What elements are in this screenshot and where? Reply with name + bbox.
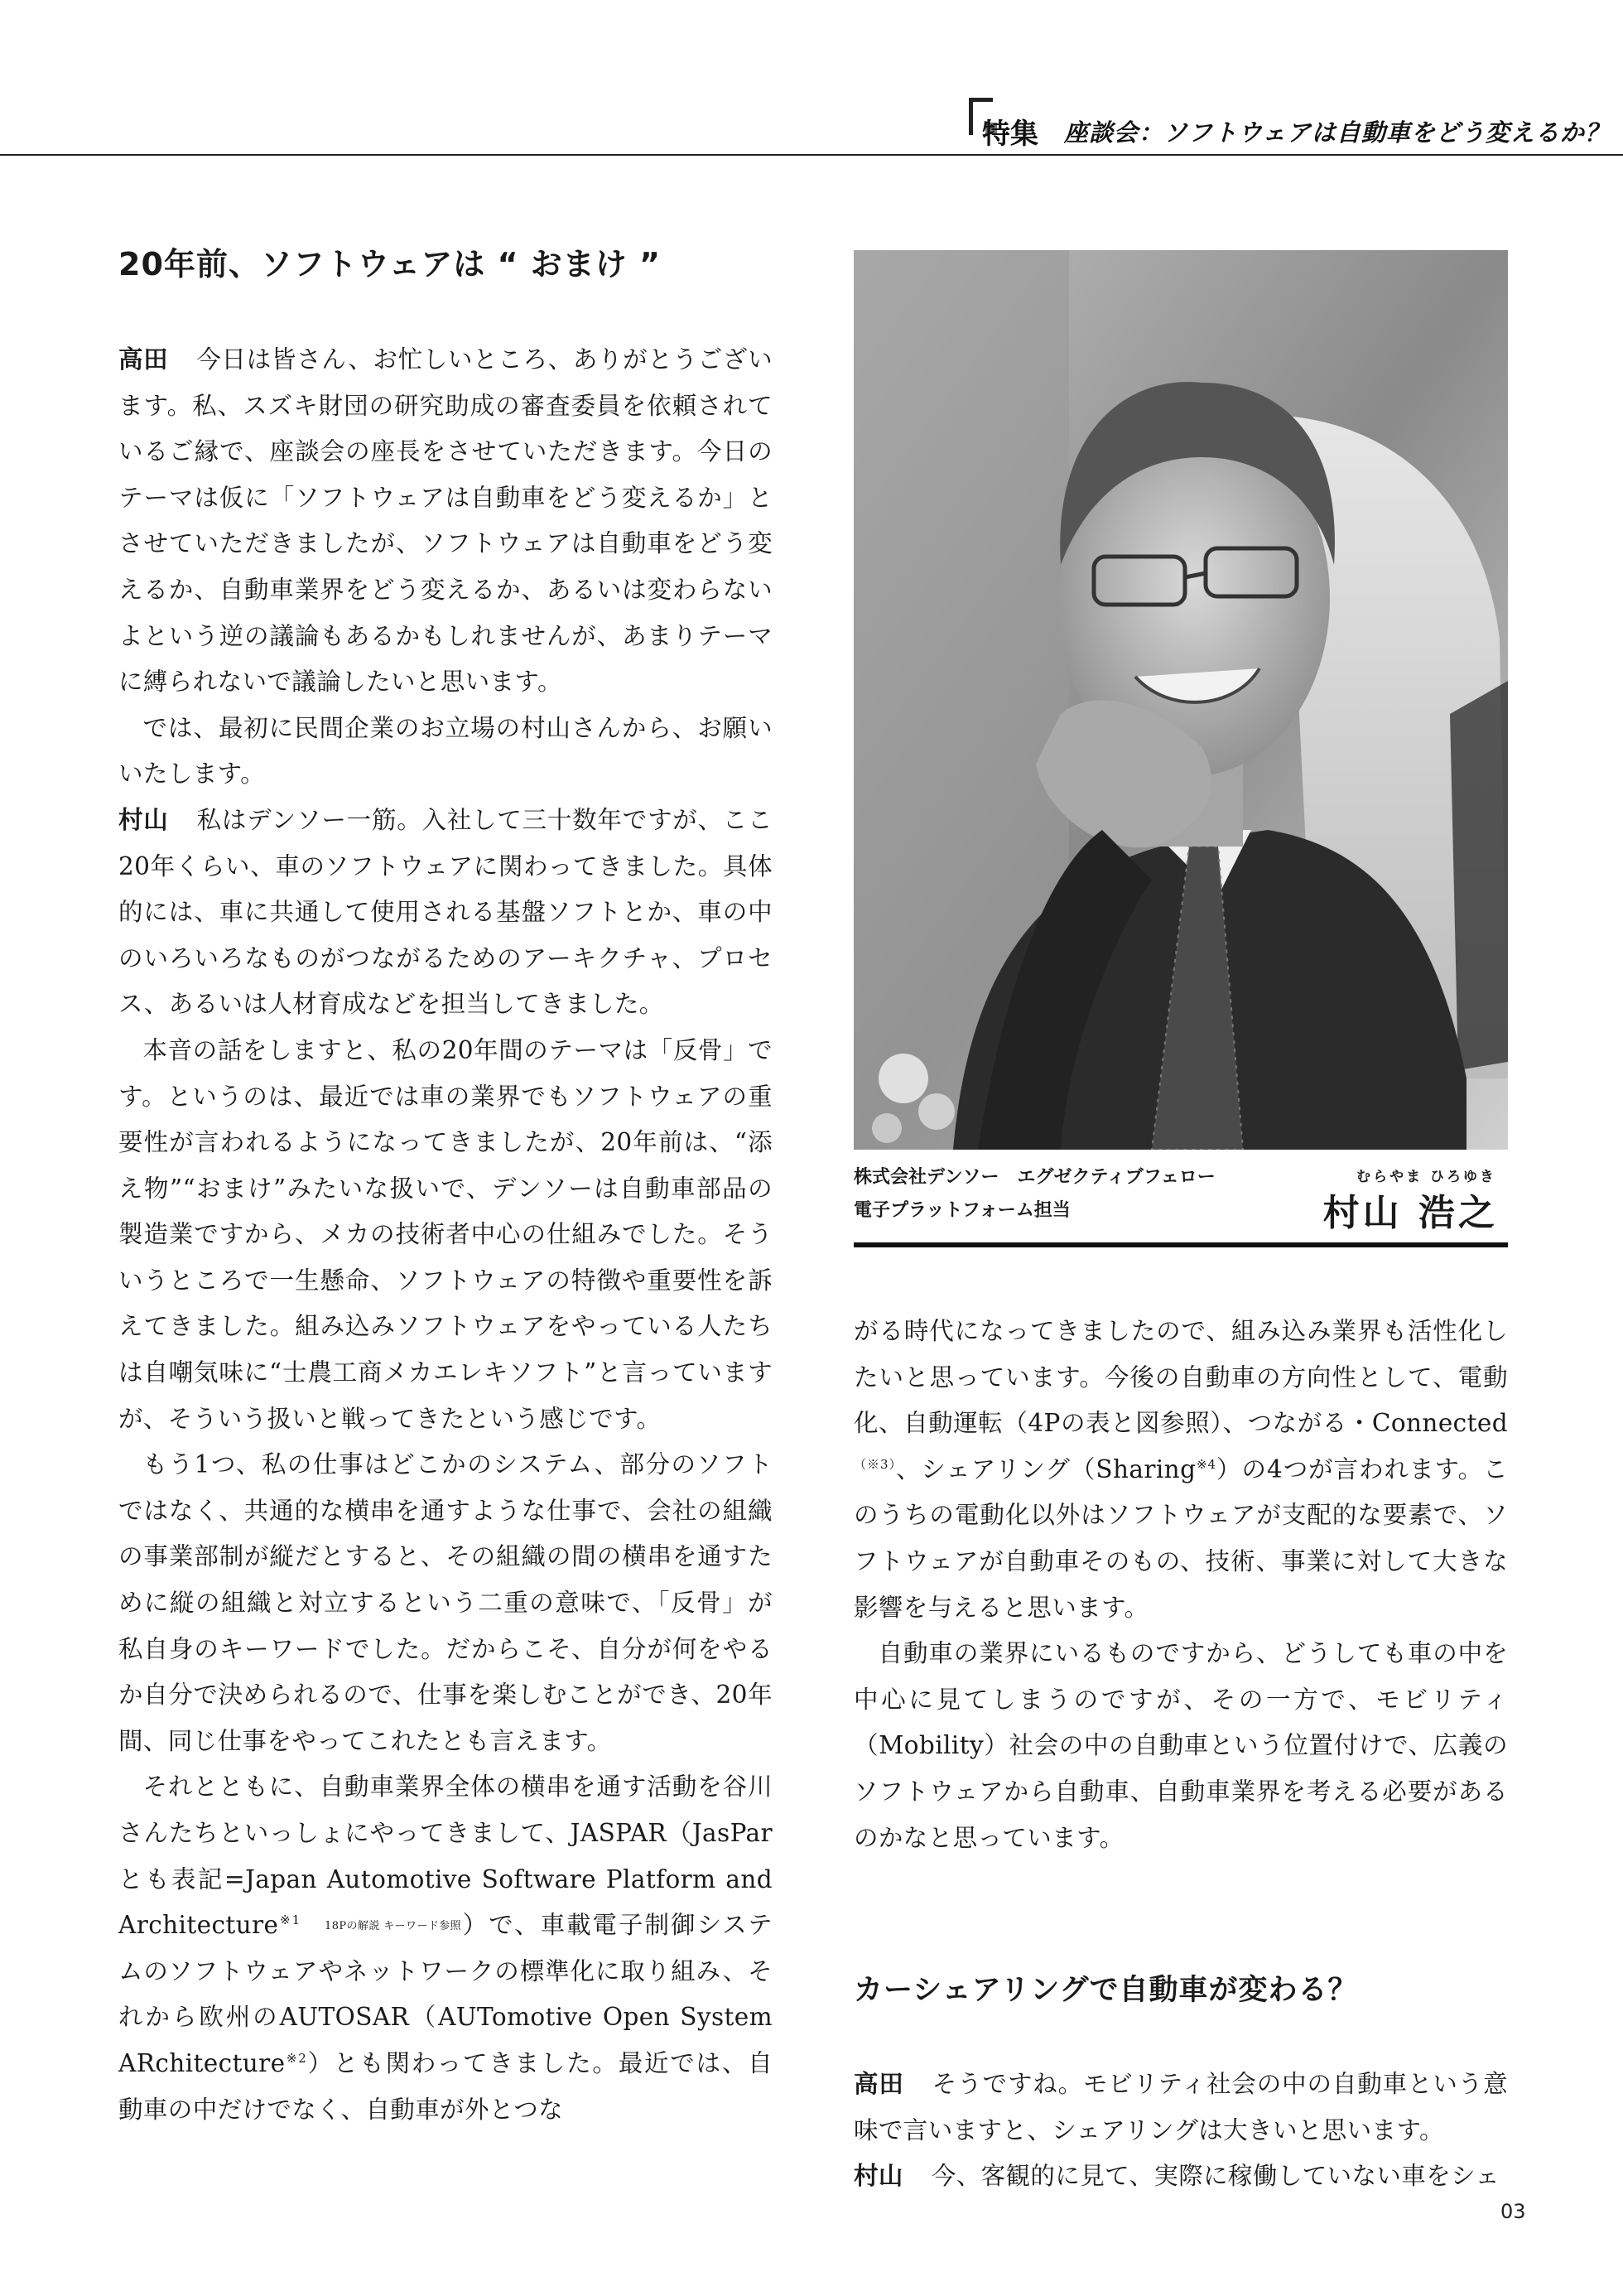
paragraph [854, 2062, 1508, 2154]
paragraph [118, 798, 773, 1028]
paragraph [854, 1309, 1508, 1631]
paragraph-text: ）で、車載電子制御システムのソフトウェアやネットワークの標準化に取り組み、それから欧州のAUTOSAR（AUTomotive Open System ARchitecture [118, 1911, 773, 2077]
section-heading: カーシェアリングで自動車が変わる？ [854, 1974, 1358, 2008]
right-column [854, 1309, 1508, 2200]
photo-caption [854, 1158, 1508, 1247]
speaker-label: 村山 [118, 805, 169, 834]
paragraph-text: がる時代になってきましたので、組み込み業界も活性化したいと思っています。今後の自動車の方向性として、電動化、自動運転（4Pの表と図参照）、つながる・Connected [854, 1317, 1508, 1438]
paragraph-text: 私はデンソー一筋。入社して三十数年ですが、ここ20年くらい、車のソフトウェアに関わってきました。具体的には、車に共通して使用される基盤ソフトとか、車の中のいろいろなものがつながるためのアーキクチャ、プロセス、あるいは人材育成などを担当してきました。 [118, 805, 773, 1019]
caption-company: 株式会社デンソー エグゼクティブフェロー [854, 1167, 1216, 1188]
paragraph: 本音の話をしますと、私の20年間のテーマは「反骨」です。というのは、最近では車の業界でもソフトウェアの重要性が言われるようになってきましたが、20年前は、“添え物”“おまけ”みたいな扱いで、デンソーは自動車部品の製造業ですから、メカの技術者中心の仕組みでした。そういうところで一生懸命、ソフトウェアの特徴や重要性を訴えてきました。組み込みソフトウェアをやっている人たちは自嘲気味に“士農工商メカエレキソフト”と言っていますが、そういう扱いと戦ってきたという感じです。 [118, 1035, 773, 1433]
section-heading: 20年前、ソフトウェアは “ おまけ ” [118, 246, 661, 282]
footnote-ref: ※2 [285, 2051, 307, 2067]
footnote-ref: ※1 [278, 1913, 301, 1928]
paragraph-text: 、シェアリング（Sharing [895, 1454, 1197, 1483]
speaker-label: 村山 [854, 2162, 903, 2191]
paragraph-text: 今日は皆さん、お忙しいところ、ありがとうございます。私、スズキ財団の研究助成の審査委員を依頼されているご縁で、座談会の座長をさせていただきます。今日のテーマは仮に「ソフトウェアは自動車をどう変えるか」とさせていただきましたが、ソフトウェアは自動車をどう変えるか、自動車業界をどう変えるか、あるいは変わらないよという逆の議論もあるかもしれませんが、あまりテーマに縛られないで議論したいと思います。 [118, 345, 773, 697]
paragraph-text: 今、客観的に見て、実際に稼働していない車をシェ [931, 2162, 1500, 2191]
paragraph [854, 2154, 1508, 2200]
portrait-photo [854, 250, 1508, 1150]
footnote-ref: （※3） [854, 1456, 896, 1472]
speaker-label: 高田 [118, 345, 169, 374]
paragraph-text: それとともに、自動車業界全体の横串を通す活動を谷川さんたちといっしょにやってきまして、JASPAR（JasParとも表記=Japan Automotive Software Platform and Architecture [118, 1773, 773, 1940]
header-tag: 特集 [982, 118, 1038, 151]
paragraph-text: そうですね。モビリティ社会の中の自動車という意味で言いますと、シェアリングは大きいと思います。 [854, 2070, 1508, 2144]
footnote-ref: ※4 [1196, 1456, 1216, 1472]
paragraph: もう1つ、私の仕事はどこかのシステム、部分のソフトではなく、共通的な横串を通すような仕事で、会社の組織の事業部制が縦だとすると、その組織の間の横串を通すために縦の組織と対立するという二重の意味で、「反骨」が私自身のキーワードでした。だからこそ、自分が何をやるか自分で決められるので、仕事を楽しむことができ、20年間、同じ仕事をやってこれたとも言えます。 [118, 1450, 773, 1755]
paragraph-text: ）の4つが言われます。このうちの電動化以外はソフトウェアが支配的な要素で、ソフトウェアが自動車そのもの、技術、事業に対して大きな影響を与えると思います。 [854, 1454, 1508, 1622]
paragraph-text: ）とも関わってきました。最近では、自動車の中だけでなく、自動車が外とつな [118, 2048, 773, 2124]
page-number: 03 [1500, 2200, 1526, 2223]
paragraph [118, 337, 773, 706]
caption-rule [854, 1242, 1508, 1247]
speaker-label: 高田 [854, 2070, 904, 2099]
paragraph: では、最初に民間企業のお立場の村山さんから、お願いいたします。 [118, 713, 773, 789]
left-column [118, 239, 773, 2133]
caption-department: 電子プラットフォーム担当 [854, 1200, 1071, 1221]
paragraph: 自動車の業界にいるものですから、どうしても車の中を中心に見てしまうのですが、その一方で、モビリティ（Mobility）社会の中の自動車という位置付けで、広義のソフトウェアから自動車、自動車業界を考える必要があるのかなと思っています。 [854, 1639, 1508, 1852]
page-header [0, 98, 1623, 156]
page-reference: 18Pの解説 キーワード参照 [325, 1920, 462, 1933]
caption-name: 村山 浩之 [1322, 1192, 1498, 1234]
header-subtitle: 座談会：ソフトウェアは自動車をどう変えるか？ [1064, 118, 1610, 147]
caption-name-reading: むらやま ひろゆき [1356, 1169, 1496, 1185]
paragraph [118, 1764, 773, 2133]
header-rule [0, 154, 1623, 156]
